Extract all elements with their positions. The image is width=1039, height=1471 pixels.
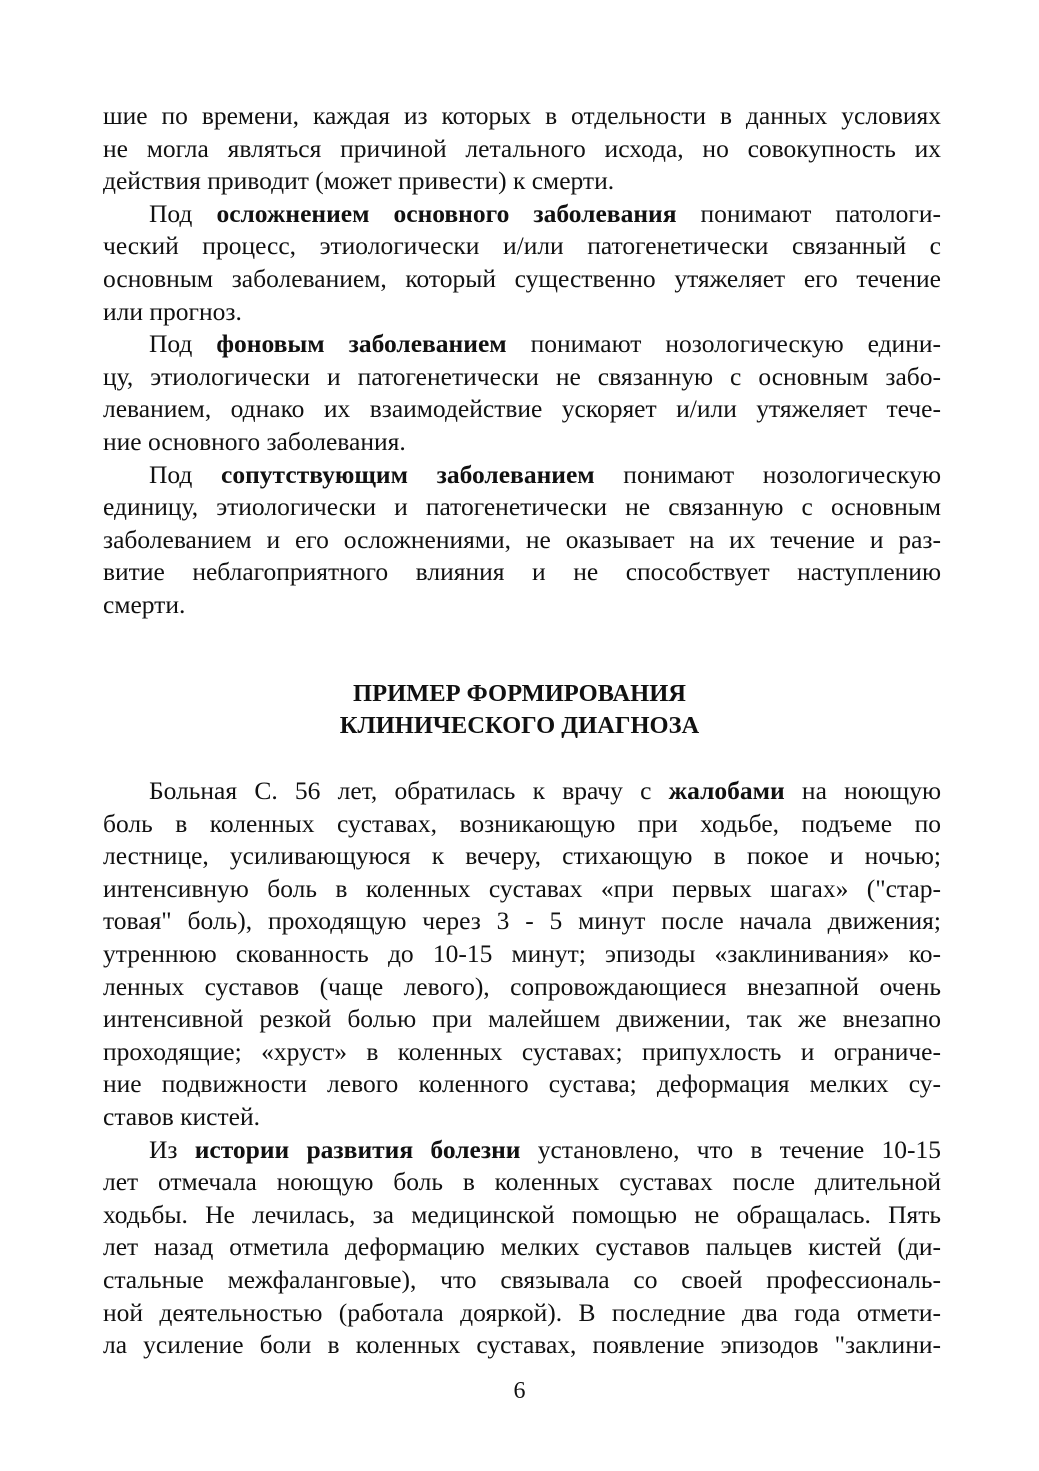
paragraph-disease-history [103, 1134, 941, 1362]
text-line: ленных суставов (чаще левого), сопровождающиеся внезапной очень [103, 971, 941, 1001]
heading-line: КЛИНИЧЕСКОГО ДИАГНОЗА [339, 712, 700, 739]
clinical-example-section [103, 775, 941, 1362]
text-line: интенсивной резкой болью при малейшем движении, так же внезапно [103, 1004, 941, 1034]
text-line: ческий процесс, этиологически и/или патогенетически связанный с [103, 231, 941, 261]
text-line [103, 459, 941, 492]
text: понимают нозологическую [594, 459, 941, 489]
bold-term: осложнением основного заболевания [216, 198, 677, 228]
text-line: леванием, однако их взаимодействие ускоряет и/или утяжеляет тече- [103, 394, 941, 424]
paragraph-complaints [103, 775, 941, 1134]
text-line: стальные межфаланговые), что связывала со своей профессиональ- [103, 1264, 941, 1294]
heading-line: ПРИМЕР ФОРМИРОВАНИЯ [353, 680, 686, 707]
bold-term: истории развития болезни [194, 1134, 521, 1164]
bold-term: жалобами [668, 776, 785, 805]
text: понимают нозологическую едини- [506, 329, 941, 359]
text: понимают патологи- [676, 198, 941, 228]
text-line: шие по времени, каждая из которых в отдельности в данных условиях [103, 101, 941, 130]
paragraph-concomitant-disease-definition [103, 459, 941, 622]
text-line: лестнице, усиливающуюся к вечеру, стихающую в покое и ночью; [103, 841, 941, 871]
paragraph-background-disease-definition [103, 328, 941, 458]
text-line: заболеванием и его осложнениями, не оказывает на их течение и раз- [103, 524, 941, 554]
lead-text: Из [149, 1134, 195, 1164]
text-line [103, 775, 941, 808]
text: установлено, что в течение 10-15 [520, 1134, 941, 1164]
section-heading [0, 678, 1039, 742]
text-line: ходьбы. Не лечилась, за медицинской помощью не обращалась. Пять [103, 1199, 941, 1229]
paragraph-complication-definition [103, 198, 941, 328]
text-line: ние подвижности левого коленного сустава; деформация мелких су- [103, 1069, 941, 1099]
text-line: ла усиление боли в коленных суставах, появление эпизодов "заклини- [103, 1330, 941, 1360]
text: на ноющую [784, 776, 941, 805]
page-number: 6 [513, 1378, 526, 1404]
text-line: интенсивную боль в коленных суставах «при первых шагах» ("стар- [103, 873, 941, 903]
text-line: лет отмечала ноющую боль в коленных суставах после длительной [103, 1167, 941, 1197]
text-line: ставов кистей. [103, 1101, 260, 1131]
text-line: ной деятельностью (работала дояркой). В последние два года отмети- [103, 1297, 941, 1327]
bold-term: сопутствующим заболеванием [221, 459, 595, 489]
paragraph-continuation [103, 100, 941, 198]
text-line: товая" боль), проходящую через 3 - 5 минут после начала движения; [103, 906, 941, 936]
text-line: утреннюю скованность до 10-15 минут; эпизоды «заклинивания» ко- [103, 938, 941, 968]
text-line: действия приводит (может привести) к смерти. [103, 166, 615, 196]
text-line: единицу, этиологически и патогенетически не связанную с основным [103, 492, 941, 522]
text-line: лет назад отметила деформацию мелких суставов пальцев кистей (ди- [103, 1232, 941, 1262]
text-line: цу, этиологически и патогенетически не связанную с основным забо- [103, 361, 941, 391]
lead-text: Под [149, 198, 217, 228]
text-line: смерти. [103, 589, 186, 619]
text-line: боль в коленных суставах, возникающую при ходьбе, подъеме по [103, 808, 941, 838]
text-line: не могла являться причиной летального исхода, но совокупность их [103, 133, 941, 163]
lead-text: Под [149, 459, 222, 489]
text-line: или прогноз. [103, 296, 242, 326]
text-line [103, 1134, 941, 1167]
text-line: витие неблагоприятного влияния и не способствует наступлению [103, 557, 941, 587]
text-line [103, 328, 941, 361]
lead-text: Под [149, 329, 217, 359]
definitions-section [103, 100, 941, 622]
text-line: проходящие; «хруст» в коленных суставах; припухлость и ограниче- [103, 1036, 941, 1066]
text-line: основным заболеванием, который существенно утяжеляет его течение [103, 263, 941, 293]
bold-term: фоновым заболеванием [216, 329, 507, 359]
text-line [103, 198, 941, 231]
text-line: ние основного заболевания. [103, 426, 406, 456]
lead-text: Больная С. 56 лет, обратилась к врачу с [149, 776, 669, 805]
